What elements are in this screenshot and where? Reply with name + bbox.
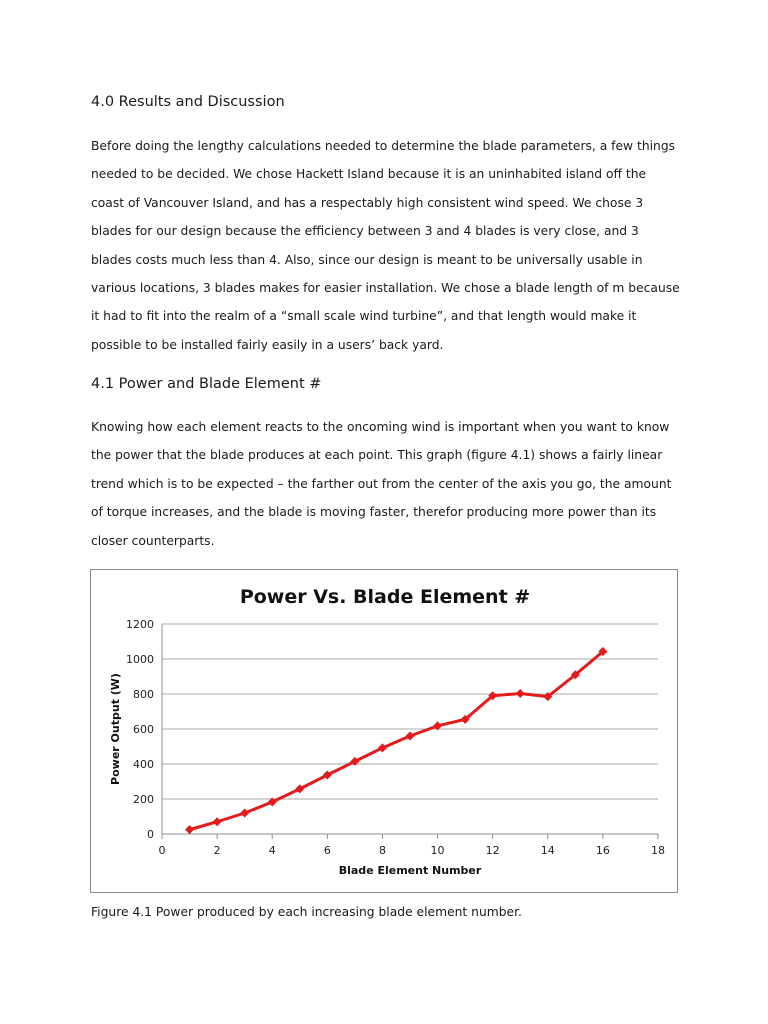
x-tick-label: 4 xyxy=(268,844,276,857)
x-tick-label: 14 xyxy=(540,844,555,857)
x-tick-label: 10 xyxy=(430,844,445,857)
data-point xyxy=(406,732,415,741)
x-tick-label: 12 xyxy=(485,844,500,857)
y-tick-label: 800 xyxy=(133,688,154,701)
chart-container xyxy=(90,569,678,893)
x-tick-label: 16 xyxy=(595,844,610,857)
x-tick-label: 0 xyxy=(158,844,166,857)
series-line xyxy=(190,651,603,829)
figure-caption: Figure 4.1 Power produced by each increasing blade element number. xyxy=(91,905,522,919)
section-heading: 4.0 Results and Discussion xyxy=(91,94,285,110)
x-tick-label: 6 xyxy=(323,844,331,857)
data-point xyxy=(516,689,525,698)
data-point xyxy=(240,809,249,818)
data-point xyxy=(185,825,194,834)
y-tick-label: 200 xyxy=(133,793,154,806)
intro-paragraph: Before doing the lengthy calculations needed to determine the blade parameters, a few things needed to be decided. We chose Hackett Island because it is an uninhabited island off the coast of Vancouver Island, and has a respectably high consistent wind speed. We chose 3 blades for our design because the efficiency between 3 and 4 blades is very close, and 3 blades costs much less than 4. Also, since our design is meant to be universally usable in various locations, 3 blades makes for easier installation. We chose a blade length of m because it had to fit into the realm of a “small scale wind turbine”, and that length would make it possible to be installed fairly easily in a users’ back yard. xyxy=(91,139,680,352)
x-tick-label: 8 xyxy=(378,844,386,857)
subsection-heading: 4.1 Power and Blade Element # xyxy=(91,376,322,392)
chart-title: Power Vs. Blade Element # xyxy=(239,586,531,608)
y-tick-label: 600 xyxy=(133,723,154,736)
y-tick-label: 0 xyxy=(147,828,154,841)
y-tick-label: 1200 xyxy=(126,618,154,631)
data-point xyxy=(213,817,222,826)
power-paragraph: Knowing how each element reacts to the oncoming wind is important when you want to know the power that the blade produces at each point. This graph (figure 4.1) shows a fairly linear trend which is to be expected – the farther out from the center of the axis you go, the amount of torque increases, and the blade is moving faster, therefor producing more power than its closer counterparts. xyxy=(91,420,672,548)
y-tick-label: 400 xyxy=(133,758,154,771)
y-tick-label: 1000 xyxy=(126,653,154,666)
x-axis-title: Blade Element Number xyxy=(338,864,482,877)
x-tick-label: 2 xyxy=(213,844,221,857)
power-chart xyxy=(91,570,679,894)
y-axis-title: Power Output (W) xyxy=(109,673,122,785)
x-tick-label: 18 xyxy=(651,844,665,857)
